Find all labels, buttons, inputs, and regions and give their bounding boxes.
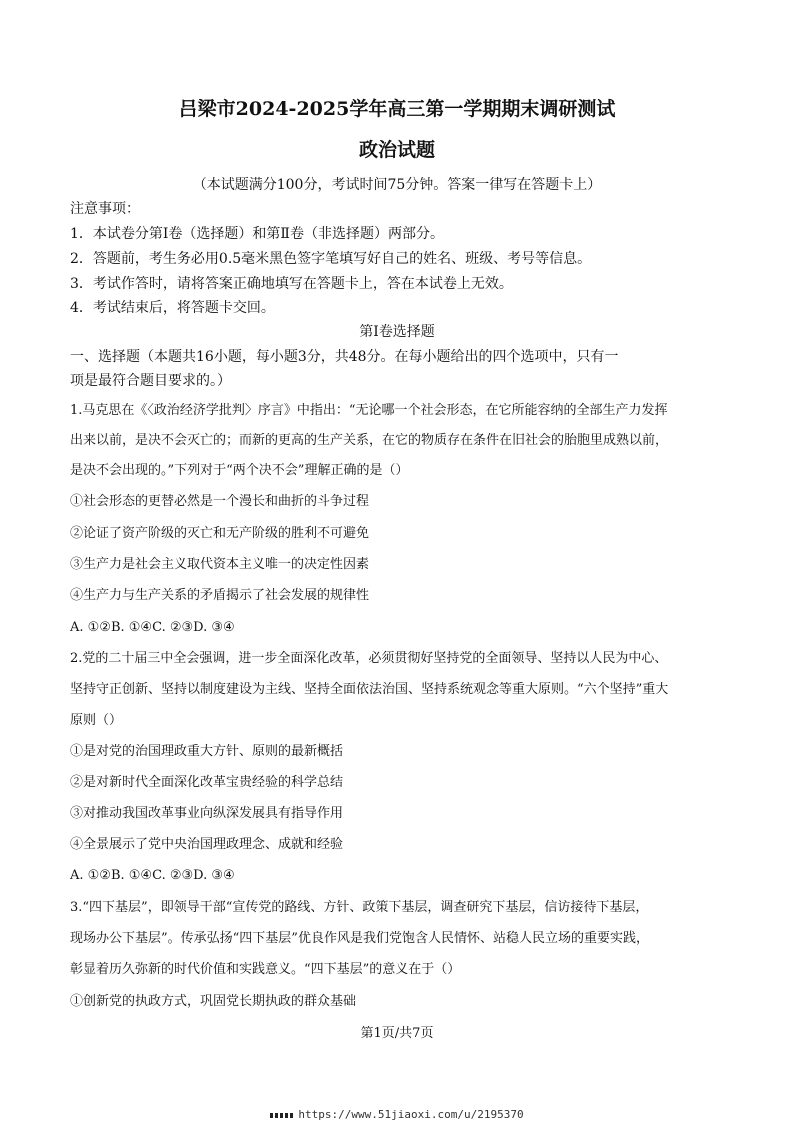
question-1-stem: 1.马克思在《〈政治经济学批判〉序言》中指出：“无论哪一个社会形态，在它所能容纳的全部生产力发挥	[70, 403, 668, 418]
question-2-stem: 原则（）	[70, 713, 123, 728]
question-2-statement: ②是对新时代全面深化改革宝贵经验的科学总结	[70, 775, 344, 790]
question-3-stem: 现场办公下基层”。传承弘扬“四下基层”优良作风是我们党饱含人民情怀、站稳人民立场的重要实践，	[70, 931, 649, 946]
section-intro-line: 项是最符合题目要求的。）	[70, 373, 231, 389]
question-2-statement: ①是对党的治国理政重大方针、原则的最新概括	[70, 744, 344, 759]
subject-title: 政治试题	[358, 139, 435, 161]
question-1-options: A. ①②B. ①④C. ②③D. ③④	[70, 620, 235, 635]
question-3-stem: 3.“四下基层”，即领导干部“宣传党的路线、方针、政策下基层，调查研究下基层，信访接待下基层，	[70, 900, 649, 915]
source-url-link[interactable]: https://www.51jiaoxi.com/u/2195370	[298, 1108, 524, 1121]
question-2-statement: ④全景展示了党中央治国理政理念、成就和经验	[70, 837, 344, 852]
watermark-icon	[270, 1113, 294, 1118]
question-1-statement: ②论证了资产阶级的灭亡和无产阶级的胜利不可避免	[70, 526, 370, 541]
question-1-statement: ①社会形态的更替必然是一个漫长和曲折的斗争过程	[70, 494, 370, 509]
question-1-stem: 是决不会出现的。”下列对于“两个决不会”理解正确的是（）	[70, 463, 409, 478]
notice-item: 3．考试作答时，请将答案正确地填写在答题卡上，答在本试卷上无效。	[70, 276, 513, 292]
question-2-stem: 2.党的二十届三中全会强调，进一步全面深化改革，必须贯彻好坚持党的全面领导、坚持以人民为中心、	[70, 651, 668, 666]
page-title: 吕梁市2024-2025学年高三第一学期期末调研测试	[178, 98, 616, 120]
section-heading: 第Ⅰ卷选择题	[359, 324, 435, 340]
question-2-options: A. ①②B. ①④C. ②③D. ③④	[70, 868, 235, 883]
question-1-stem: 出来以前，是决不会灭亡的；而新的更高的生产关系，在它的物质存在条件在旧社会的胎胞里成熟以前，	[70, 433, 669, 448]
notice-item: 2．答题前，考生务必用0.5毫米黑色签字笔填写好自己的姓名、班级、考号等信息。	[70, 251, 592, 267]
question-2-stem: 坚持守正创新、坚持以制度建设为主线、坚持全面依法治国、坚持系统观念等重大原则。“六个坚持”重大	[70, 682, 669, 697]
question-3-stem: 彰显着历久弥新的时代价值和实践意义。“四下基层”的意义在于（）	[70, 962, 461, 977]
notice-item: 4．考试结束后，将答题卡交回。	[70, 300, 275, 316]
question-1-statement: ③生产力是社会主义取代资本主义唯一的决定性因素	[70, 557, 370, 572]
page-number: 第1页/共7页	[360, 1026, 434, 1041]
question-3-statement: ①创新党的执政方式，巩固党长期执政的群众基础	[70, 994, 357, 1009]
question-2-statement: ③对推动我国改革事业向纵深发展具有指导作用	[70, 806, 344, 821]
question-1-statement: ④生产力与生产关系的矛盾揭示了社会发展的规律性	[70, 588, 370, 603]
source-url-row	[0, 1108, 794, 1122]
notice-heading: 注意事项：	[70, 201, 140, 217]
section-intro-line: 一、选择题（本题共16小题，每小题3分，共48分。在每小题给出的四个选项中，只有一	[70, 349, 619, 365]
exam-note: （本试题满分100分，考试时间75分钟。答案一律写在答题卡上）	[192, 177, 602, 193]
notice-item: 1．本试卷分第Ⅰ卷（选择题）和第Ⅱ卷（非选择题）两部分。	[70, 226, 444, 242]
